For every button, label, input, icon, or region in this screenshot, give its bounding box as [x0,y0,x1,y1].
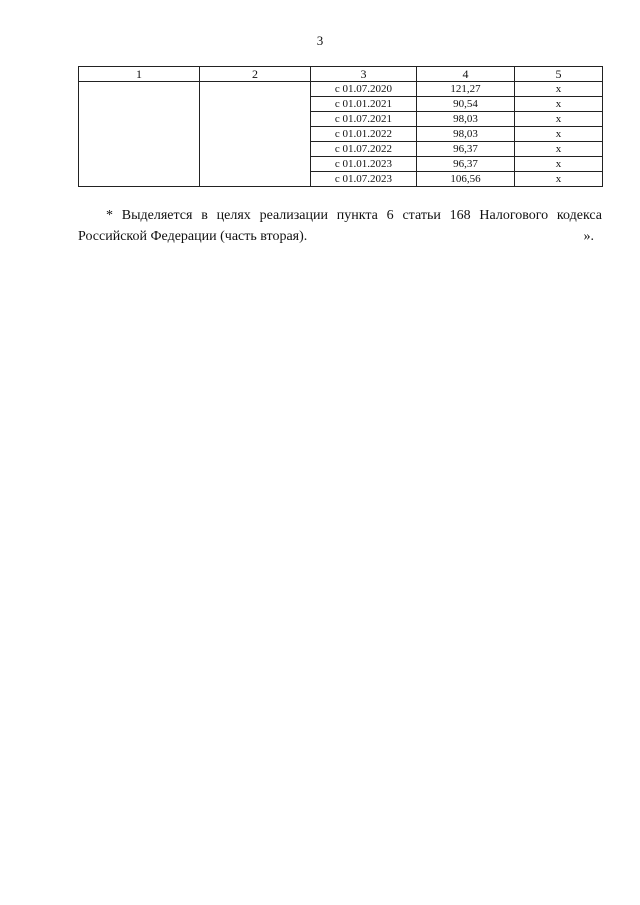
column-header-3: 3 [311,67,417,82]
value-cell: 98,03 [417,127,515,142]
period-cell: с 01.01.2022 [311,127,417,142]
mark-cell: х [515,112,603,127]
footnote-line-2-text: Российской Федерации (часть вторая). [78,229,308,244]
period-cell: с 01.01.2021 [311,97,417,112]
column-header-4: 4 [417,67,515,82]
value-cell: 96,37 [417,157,515,172]
column-header-2: 2 [200,67,311,82]
page-number: 3 [316,33,324,48]
mark-cell: х [515,82,603,97]
value-cell: 96,37 [417,142,515,157]
mark-cell: х [515,142,603,157]
period-cell: с 01.07.2020 [311,82,417,97]
value-cell: 98,03 [417,112,515,127]
footnote-line-2 [78,226,602,247]
period-cell: с 01.07.2023 [311,172,417,187]
empty-cell-col2 [200,82,311,187]
table-header-row [79,67,603,82]
period-cell: с 01.07.2022 [311,142,417,157]
closing-quote: ». [583,229,594,244]
column-header-1: 1 [79,67,200,82]
tariff-table [78,66,603,187]
column-header-5: 5 [515,67,603,82]
mark-cell: х [515,157,603,172]
mark-cell: х [515,97,603,112]
period-cell: с 01.01.2023 [311,157,417,172]
footnote-line-1: * Выделяется в целях реализации пункта 6 статьи 168 Налогового кодекса [106,208,602,223]
mark-cell: х [515,172,603,187]
value-cell: 121,27 [417,82,515,97]
value-cell: 90,54 [417,97,515,112]
empty-cell-col1 [79,82,200,187]
period-cell: с 01.07.2021 [311,112,417,127]
mark-cell: х [515,127,603,142]
table-row [79,82,603,97]
value-cell: 106,56 [417,172,515,187]
